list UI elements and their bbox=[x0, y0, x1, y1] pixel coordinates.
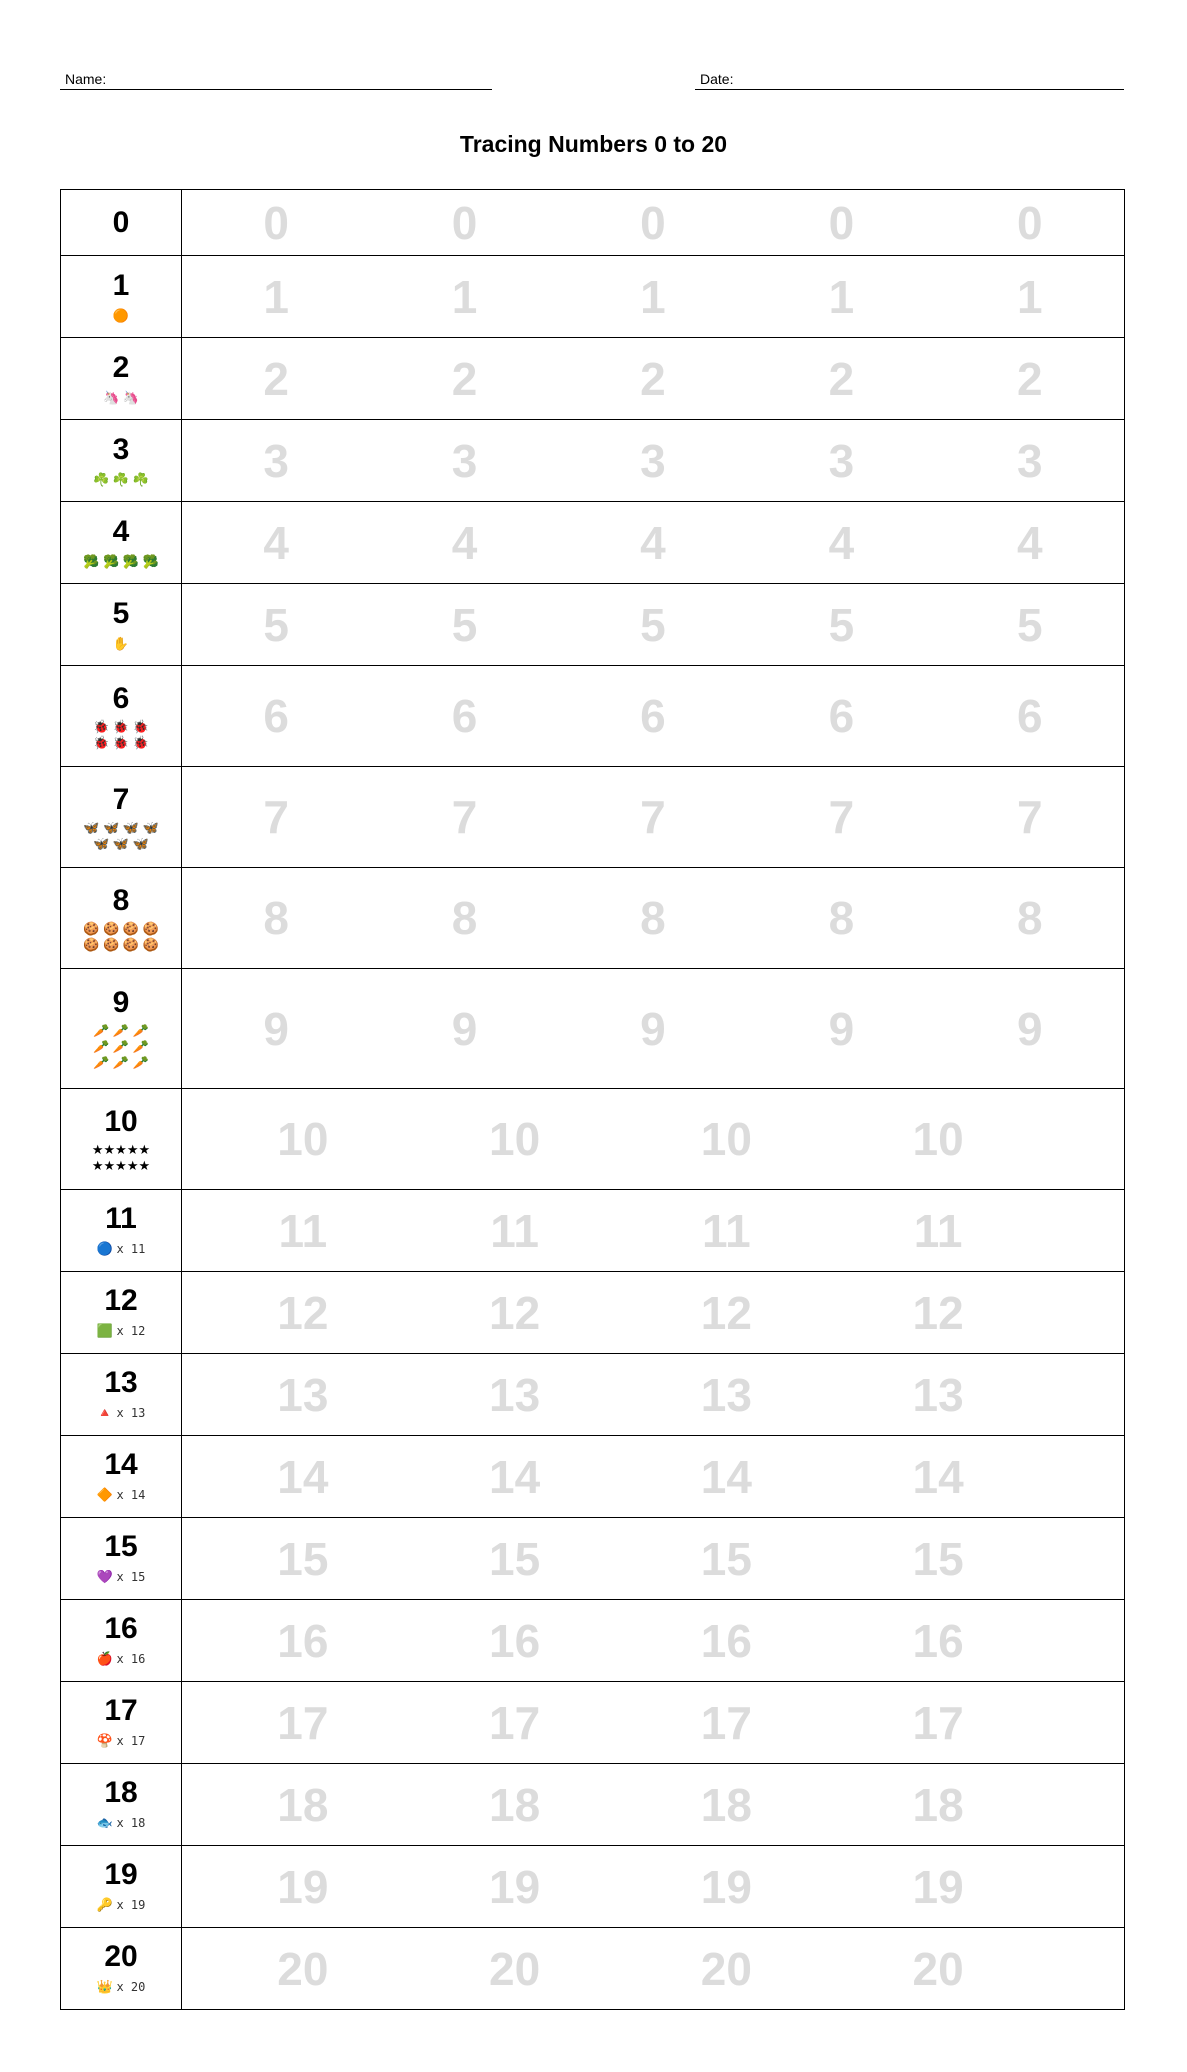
number-cell bbox=[61, 1764, 182, 1846]
tracing-cell[interactable] bbox=[182, 1928, 1125, 2010]
trace-number[interactable]: 0 bbox=[828, 196, 855, 249]
picture-icons: 🐞 🐞 🐞 bbox=[93, 734, 149, 750]
counting-pictures bbox=[61, 1055, 181, 1071]
trace-number[interactable]: 6 bbox=[640, 690, 666, 742]
number-label: 15 bbox=[104, 1530, 138, 1563]
counting-pictures bbox=[61, 1567, 181, 1587]
trace-number[interactable]: 2 bbox=[640, 352, 666, 405]
counting-pictures bbox=[61, 1485, 181, 1505]
trace-number[interactable]: 13 bbox=[700, 1368, 752, 1421]
number-cell bbox=[61, 969, 182, 1089]
trace-number[interactable]: 10 bbox=[700, 1113, 752, 1165]
number-cell bbox=[61, 420, 182, 502]
tracing-cell[interactable] bbox=[182, 1846, 1125, 1928]
table-row bbox=[61, 1436, 1125, 1518]
multiplier-label: x 16 bbox=[116, 1652, 146, 1666]
trace-number[interactable]: 16 bbox=[912, 1614, 964, 1667]
number-label: 14 bbox=[104, 1448, 138, 1481]
counting-pictures bbox=[61, 735, 181, 751]
trace-number[interactable]: 17 bbox=[700, 1696, 752, 1749]
picture-icons: 🥕 🥕 🥕 bbox=[93, 1055, 149, 1070]
trace-number[interactable]: 3 bbox=[1016, 434, 1043, 487]
counting-pictures bbox=[61, 306, 181, 325]
counting-pictures bbox=[61, 719, 181, 735]
number-cell bbox=[61, 1354, 182, 1436]
counting-pictures bbox=[61, 1895, 181, 1915]
counting-pictures bbox=[61, 1239, 181, 1259]
number-label: 12 bbox=[104, 1284, 138, 1317]
trace-number[interactable]: 9 bbox=[640, 1002, 666, 1055]
number-cell bbox=[61, 767, 182, 868]
trace-number[interactable]: 9 bbox=[828, 1002, 855, 1055]
counting-pictures bbox=[61, 1023, 181, 1039]
picture-icons: 🍎 bbox=[96, 1651, 113, 1666]
trace-number[interactable]: 15 bbox=[912, 1532, 964, 1585]
number-label: 18 bbox=[104, 1776, 138, 1809]
trace-number[interactable]: 17 bbox=[277, 1696, 329, 1749]
number-cell bbox=[61, 1089, 182, 1190]
trace-number[interactable]: 18 bbox=[489, 1778, 541, 1831]
counting-pictures bbox=[61, 1649, 181, 1669]
table-row bbox=[61, 868, 1125, 969]
counting-pictures bbox=[61, 470, 181, 489]
tracing-cell[interactable] bbox=[182, 338, 1125, 420]
trace-number[interactable]: 2 bbox=[263, 352, 289, 405]
trace-number[interactable]: 19 bbox=[700, 1860, 752, 1913]
trace-number[interactable]: 8 bbox=[263, 892, 289, 944]
trace-number[interactable]: 6 bbox=[828, 690, 855, 742]
trace-number[interactable]: 2 bbox=[451, 352, 478, 405]
trace-number[interactable]: 4 bbox=[640, 516, 666, 569]
table-row bbox=[61, 584, 1125, 666]
number-label: 10 bbox=[104, 1104, 138, 1138]
counting-pictures bbox=[61, 1977, 181, 1997]
tracing-row bbox=[182, 691, 1124, 741]
trace-number[interactable]: 14 bbox=[489, 1450, 541, 1503]
trace-number[interactable]: 12 bbox=[489, 1286, 541, 1339]
trace-number[interactable]: 18 bbox=[700, 1778, 752, 1831]
trace-number[interactable]: 5 bbox=[263, 598, 289, 651]
trace-number[interactable]: 4 bbox=[1016, 516, 1043, 569]
multiplier-label: x 19 bbox=[116, 1898, 146, 1912]
number-cell bbox=[61, 1928, 182, 2010]
number-cell bbox=[61, 584, 182, 666]
tracing-row bbox=[182, 436, 1124, 486]
picture-icons: 🐟 bbox=[96, 1815, 113, 1830]
trace-number[interactable]: 3 bbox=[828, 434, 855, 487]
number-cell bbox=[61, 1846, 182, 1928]
tracing-cell[interactable] bbox=[182, 1089, 1125, 1190]
table-row bbox=[61, 1846, 1125, 1928]
table-row bbox=[61, 256, 1125, 338]
trace-number[interactable]: 0 bbox=[1016, 196, 1043, 249]
picture-icons: 🔵 bbox=[96, 1241, 113, 1256]
trace-number[interactable]: 0 bbox=[640, 196, 666, 249]
trace-number[interactable]: 7 bbox=[263, 791, 289, 843]
picture-icons: 🥦 🥦 🥦 🥦 bbox=[83, 553, 159, 569]
table-row bbox=[61, 1272, 1125, 1354]
trace-number[interactable]: 8 bbox=[640, 892, 666, 944]
trace-number[interactable]: 10 bbox=[489, 1113, 541, 1165]
table-row bbox=[61, 1354, 1125, 1436]
number-cell bbox=[61, 868, 182, 969]
picture-icons: ☘️ ☘️ ☘️ bbox=[93, 471, 149, 487]
number-label: 0 bbox=[112, 205, 130, 239]
picture-icons: 🍪 🍪 🍪 🍪 bbox=[83, 920, 159, 936]
tracing-row bbox=[182, 1288, 1124, 1338]
tracing-row bbox=[182, 1862, 1124, 1912]
trace-number[interactable]: 5 bbox=[640, 598, 666, 651]
trace-number[interactable]: 7 bbox=[828, 791, 855, 843]
counting-pictures bbox=[61, 552, 181, 571]
trace-number[interactable]: 14 bbox=[700, 1450, 752, 1503]
trace-number[interactable]: 6 bbox=[451, 690, 478, 742]
number-label: 9 bbox=[112, 986, 130, 1019]
trace-number[interactable]: 9 bbox=[451, 1002, 478, 1055]
tracing-cell[interactable] bbox=[182, 767, 1125, 868]
counting-pictures bbox=[61, 1039, 181, 1055]
trace-number[interactable]: 20 bbox=[912, 1942, 964, 1995]
trace-number[interactable]: 15 bbox=[489, 1532, 541, 1585]
trace-number[interactable]: 3 bbox=[640, 434, 666, 487]
tracing-cell[interactable] bbox=[182, 420, 1125, 502]
tracing-cell[interactable] bbox=[182, 1436, 1125, 1518]
tracing-row bbox=[182, 1114, 1124, 1164]
tracing-cell[interactable] bbox=[182, 666, 1125, 767]
tracing-row bbox=[182, 893, 1124, 943]
tracing-row bbox=[182, 1944, 1124, 1994]
trace-number[interactable]: 15 bbox=[700, 1532, 752, 1585]
trace-number[interactable]: 4 bbox=[828, 516, 855, 569]
table-row bbox=[61, 502, 1125, 584]
trace-number[interactable]: 16 bbox=[700, 1614, 752, 1667]
multiplier-label: x 12 bbox=[116, 1324, 146, 1338]
trace-number[interactable]: 2 bbox=[828, 352, 855, 405]
picture-icons: 🦄 🦄 bbox=[103, 389, 139, 405]
number-label: 5 bbox=[112, 596, 130, 630]
counting-pictures bbox=[61, 1731, 181, 1751]
multiplier-label: x 15 bbox=[116, 1570, 146, 1584]
number-cell bbox=[61, 256, 182, 338]
trace-number[interactable]: 8 bbox=[1016, 892, 1043, 944]
tracing-row bbox=[182, 518, 1124, 568]
picture-icons: 🟩 bbox=[96, 1323, 113, 1338]
number-cell bbox=[61, 1436, 182, 1518]
trace-number[interactable]: 1 bbox=[640, 270, 666, 323]
tracing-cell[interactable] bbox=[182, 1600, 1125, 1682]
trace-number[interactable]: 11 bbox=[702, 1204, 751, 1257]
date-label: Date: bbox=[700, 71, 734, 87]
trace-number[interactable]: 13 bbox=[277, 1368, 329, 1421]
trace-number[interactable]: 5 bbox=[828, 598, 855, 651]
trace-number[interactable]: 14 bbox=[912, 1450, 964, 1503]
tracing-row bbox=[182, 1698, 1124, 1748]
table-row bbox=[61, 1089, 1125, 1190]
picture-icons: ★★★★★ bbox=[91, 1141, 151, 1157]
number-cell bbox=[61, 1272, 182, 1354]
number-label: 7 bbox=[112, 782, 130, 816]
trace-number[interactable]: 8 bbox=[451, 892, 478, 944]
picture-icons: 🥕 🥕 🥕 bbox=[93, 1039, 149, 1054]
picture-icons: 👑 bbox=[96, 1979, 113, 1994]
trace-number[interactable]: 1 bbox=[828, 270, 855, 323]
table-row bbox=[61, 190, 1125, 256]
trace-number[interactable]: 2 bbox=[1016, 352, 1043, 405]
trace-number[interactable]: 18 bbox=[912, 1778, 964, 1831]
table-row bbox=[61, 1190, 1125, 1272]
tracing-cell[interactable] bbox=[182, 190, 1125, 256]
table-row bbox=[61, 1928, 1125, 2010]
tracing-row bbox=[182, 1780, 1124, 1830]
table-row bbox=[61, 767, 1125, 868]
picture-icons: 🦋 🦋 🦋 bbox=[93, 835, 149, 851]
trace-number[interactable]: 4 bbox=[263, 516, 289, 569]
counting-pictures bbox=[61, 937, 181, 953]
tracing-row bbox=[182, 354, 1124, 404]
trace-number[interactable]: 7 bbox=[640, 791, 666, 843]
tracing-cell[interactable] bbox=[182, 1764, 1125, 1846]
number-label: 4 bbox=[112, 514, 130, 548]
trace-number[interactable]: 1 bbox=[451, 270, 478, 323]
table-row bbox=[61, 420, 1125, 502]
trace-number[interactable]: 8 bbox=[828, 892, 855, 944]
trace-number[interactable]: 5 bbox=[1016, 598, 1043, 651]
trace-number[interactable]: 7 bbox=[1016, 791, 1043, 843]
trace-number[interactable]: 1 bbox=[263, 270, 289, 323]
number-label: 13 bbox=[104, 1366, 138, 1399]
table-row bbox=[61, 1682, 1125, 1764]
number-cell bbox=[61, 1190, 182, 1272]
tracing-row bbox=[182, 198, 1124, 248]
trace-number[interactable]: 19 bbox=[489, 1860, 541, 1913]
trace-number[interactable]: 3 bbox=[263, 434, 289, 487]
trace-number[interactable]: 5 bbox=[451, 598, 478, 651]
number-cell bbox=[61, 338, 182, 420]
counting-pictures bbox=[61, 1403, 181, 1423]
trace-number[interactable]: 6 bbox=[263, 690, 289, 742]
trace-number[interactable]: 13 bbox=[489, 1368, 541, 1421]
number-cell bbox=[61, 666, 182, 767]
tracing-row bbox=[182, 1616, 1124, 1666]
picture-icons: 🟠 bbox=[112, 307, 130, 323]
tracing-row bbox=[182, 792, 1124, 842]
multiplier-label: x 17 bbox=[116, 1734, 146, 1748]
counting-pictures bbox=[61, 1158, 181, 1174]
counting-pictures bbox=[61, 1142, 181, 1158]
tracing-cell[interactable] bbox=[182, 256, 1125, 338]
number-label: 16 bbox=[104, 1612, 138, 1645]
tracing-cell[interactable] bbox=[182, 1190, 1125, 1272]
number-label: 17 bbox=[104, 1694, 138, 1727]
trace-number[interactable]: 1 bbox=[1016, 270, 1043, 323]
trace-number[interactable]: 6 bbox=[1016, 690, 1043, 742]
trace-number[interactable]: 14 bbox=[277, 1450, 329, 1503]
tracing-cell[interactable] bbox=[182, 1682, 1125, 1764]
picture-icons: 🔶 bbox=[96, 1487, 113, 1502]
picture-icons: ✋ bbox=[112, 635, 130, 651]
page-title: Tracing Numbers 0 to 20 bbox=[459, 131, 728, 157]
trace-number[interactable]: 11 bbox=[913, 1204, 963, 1257]
number-cell bbox=[61, 1518, 182, 1600]
picture-icons: 🍪 🍪 🍪 🍪 bbox=[83, 936, 159, 952]
counting-pictures bbox=[61, 634, 181, 653]
trace-number[interactable]: 16 bbox=[489, 1614, 541, 1667]
tracing-cell[interactable] bbox=[182, 969, 1125, 1089]
trace-number[interactable]: 3 bbox=[451, 434, 478, 487]
tracing-row bbox=[182, 1206, 1124, 1256]
table-row bbox=[61, 1518, 1125, 1600]
worksheet-header bbox=[60, 71, 1124, 93]
counting-pictures bbox=[61, 1321, 181, 1341]
trace-number[interactable]: 16 bbox=[277, 1614, 329, 1667]
date-field[interactable] bbox=[695, 71, 1124, 90]
tracing-row bbox=[182, 1370, 1124, 1420]
multiplier-label: x 20 bbox=[116, 1980, 146, 1994]
picture-icons: 🥕 🥕 🥕 bbox=[93, 1023, 149, 1038]
table-row bbox=[61, 666, 1125, 767]
multiplier-label: x 13 bbox=[116, 1406, 146, 1420]
number-label: 3 bbox=[112, 432, 130, 466]
trace-number[interactable]: 10 bbox=[277, 1113, 329, 1165]
tracing-cell[interactable] bbox=[182, 1354, 1125, 1436]
trace-number[interactable]: 17 bbox=[489, 1696, 541, 1749]
trace-number[interactable]: 4 bbox=[451, 516, 478, 569]
tracing-cell[interactable] bbox=[182, 584, 1125, 666]
picture-icons: ★★★★★ bbox=[91, 1157, 151, 1173]
picture-icons: 🐞 🐞 🐞 bbox=[93, 718, 149, 734]
number-label: 8 bbox=[112, 883, 130, 917]
tracing-row bbox=[182, 1452, 1124, 1502]
trace-number[interactable]: 9 bbox=[263, 1002, 289, 1055]
trace-number[interactable]: 19 bbox=[912, 1860, 964, 1913]
table-row bbox=[61, 1764, 1125, 1846]
trace-number[interactable]: 12 bbox=[700, 1286, 752, 1339]
number-cell bbox=[61, 1600, 182, 1682]
trace-number[interactable]: 15 bbox=[277, 1532, 329, 1585]
number-label: 19 bbox=[104, 1858, 138, 1891]
number-label: 2 bbox=[112, 350, 130, 384]
tracing-cell[interactable] bbox=[182, 502, 1125, 584]
multiplier-label: x 14 bbox=[116, 1488, 146, 1502]
trace-number[interactable]: 7 bbox=[451, 791, 478, 843]
trace-number[interactable]: 17 bbox=[912, 1696, 964, 1749]
picture-icons: 💜 bbox=[96, 1569, 113, 1584]
number-cell bbox=[61, 190, 182, 256]
trace-number[interactable]: 0 bbox=[451, 196, 478, 249]
trace-number[interactable]: 10 bbox=[912, 1113, 964, 1165]
trace-number[interactable]: 0 bbox=[263, 196, 289, 249]
tracing-row bbox=[182, 600, 1124, 650]
counting-pictures bbox=[61, 388, 181, 407]
counting-pictures bbox=[61, 921, 181, 937]
trace-number[interactable]: 19 bbox=[277, 1860, 329, 1913]
picture-icons: 🔑 bbox=[96, 1897, 113, 1912]
trace-number[interactable]: 12 bbox=[277, 1286, 329, 1339]
picture-icons: 🦋 🦋 🦋 🦋 bbox=[83, 819, 159, 835]
tracing-table bbox=[60, 189, 1125, 2010]
number-label: 1 bbox=[112, 268, 130, 302]
multiplier-label: x 18 bbox=[116, 1816, 146, 1830]
trace-number[interactable]: 13 bbox=[912, 1368, 964, 1421]
number-cell bbox=[61, 1682, 182, 1764]
name-label: Name: bbox=[65, 71, 107, 87]
counting-pictures bbox=[61, 1813, 181, 1833]
trace-number[interactable]: 20 bbox=[700, 1942, 752, 1995]
trace-number[interactable]: 18 bbox=[277, 1778, 329, 1831]
table-row bbox=[61, 969, 1125, 1089]
tracing-row bbox=[182, 272, 1124, 322]
number-label: 20 bbox=[104, 1940, 138, 1973]
trace-number[interactable]: 12 bbox=[912, 1286, 964, 1339]
counting-pictures bbox=[61, 836, 181, 852]
picture-icons: 🔺 bbox=[96, 1405, 113, 1420]
table-row bbox=[61, 338, 1125, 420]
table-row bbox=[61, 1600, 1125, 1682]
tracing-cell[interactable] bbox=[182, 1518, 1125, 1600]
trace-number[interactable]: 11 bbox=[490, 1204, 539, 1257]
tracing-cell[interactable] bbox=[182, 868, 1125, 969]
trace-number[interactable]: 11 bbox=[278, 1204, 328, 1257]
tracing-cell[interactable] bbox=[182, 1272, 1125, 1354]
trace-number[interactable]: 20 bbox=[489, 1942, 541, 1995]
multiplier-label: x 11 bbox=[116, 1242, 146, 1256]
trace-number[interactable]: 20 bbox=[277, 1942, 329, 1995]
tracing-row bbox=[182, 1004, 1124, 1054]
picture-icons: 🍄 bbox=[96, 1733, 113, 1748]
number-label: 11 bbox=[105, 1202, 137, 1235]
number-label: 6 bbox=[112, 681, 130, 715]
trace-number[interactable]: 9 bbox=[1016, 1002, 1043, 1055]
counting-pictures bbox=[61, 820, 181, 836]
name-field[interactable] bbox=[60, 71, 492, 90]
tracing-row bbox=[182, 1534, 1124, 1584]
number-cell bbox=[61, 502, 182, 584]
